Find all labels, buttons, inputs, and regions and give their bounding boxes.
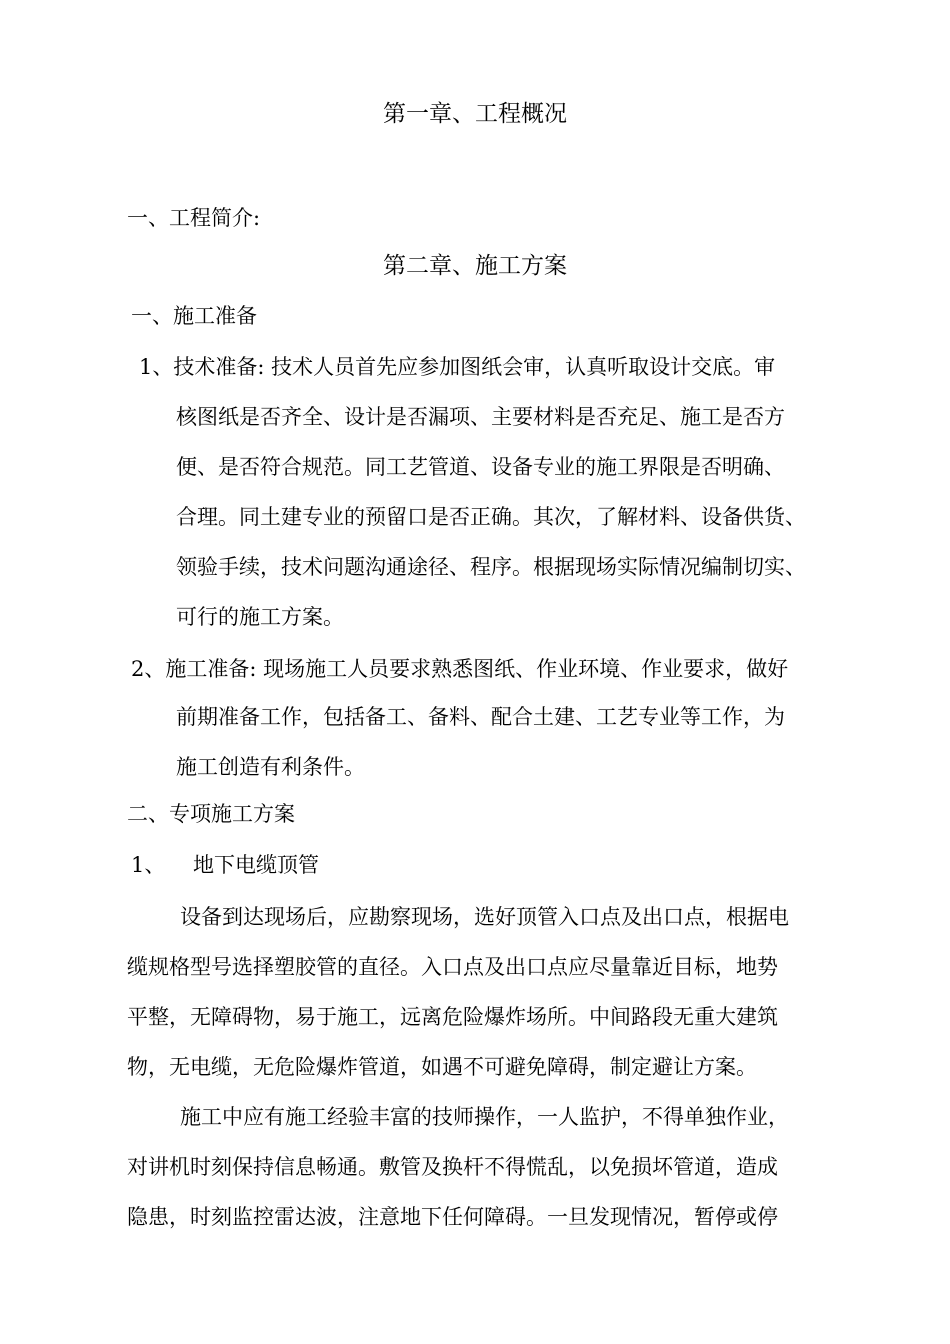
cable-jacking-para1-line-3: 平整，无障碍物，易于施工，远离危险爆炸场所。中间路段无重大建筑 bbox=[127, 1005, 778, 1029]
cable-jacking-para2-line-2: 对讲机时刻保持信息畅通。敷管及换杆不得慌乱，以免损坏管道，造成 bbox=[127, 1155, 778, 1179]
tech-prep-line-1: 1、技术准备: 技术人员首先应参加图纸会审，认真听取设计交底。审 bbox=[139, 355, 776, 379]
cable-jacking-para1-line-1: 设备到达现场后，应勘察现场，选好顶管入口点及出口点，根据电 bbox=[180, 905, 789, 929]
chapter-1-title: 第一章、工程概况 bbox=[383, 101, 567, 127]
cable-jacking-para1-line-2: 缆规格型号选择塑胶管的直径。入口点及出口点应尽量靠近目标，地势 bbox=[127, 955, 778, 979]
cable-jacking-para2-line-1: 施工中应有施工经验丰富的技师操作，一人监护，不得单独作业， bbox=[180, 1105, 789, 1129]
special-item-1-title: 地下电缆顶管 bbox=[193, 853, 319, 877]
section-project-intro-heading: 一、工程简介: bbox=[127, 206, 261, 230]
section-construction-prep-heading: 一、施工准备 bbox=[131, 304, 257, 328]
site-prep-line-2: 前期准备工作，包括备工、备料、配合土建、工艺专业等工作，为 bbox=[176, 705, 785, 729]
section-special-plan-heading: 二、专项施工方案 bbox=[127, 802, 295, 826]
site-prep-line-1: 2、施工准备: 现场施工人员要求熟悉图纸、作业环境、作业要求，做好 bbox=[131, 657, 789, 681]
special-item-1-number: 1、 bbox=[131, 853, 166, 877]
tech-prep-line-6: 可行的施工方案。 bbox=[176, 605, 344, 629]
tech-prep-line-4: 合理。同土建专业的预留口是否正确。其次，了解材料、设备供货、 bbox=[176, 505, 806, 529]
tech-prep-line-3: 便、是否符合规范。同工艺管道、设备专业的施工界限是否明确、 bbox=[176, 455, 785, 479]
tech-prep-line-2: 核图纸是否齐全、设计是否漏项、主要材料是否充足、施工是否方 bbox=[176, 405, 785, 429]
site-prep-line-3: 施工创造有利条件。 bbox=[176, 755, 365, 779]
cable-jacking-para1-line-4: 物，无电缆，无危险爆炸管道，如遇不可避免障碍，制定避让方案。 bbox=[127, 1055, 757, 1079]
chapter-2-title: 第二章、施工方案 bbox=[383, 253, 567, 279]
cable-jacking-para2-line-3: 隐患，时刻监控雷达波，注意地下任何障碍。一旦发现情况，暂停或停 bbox=[127, 1205, 778, 1229]
tech-prep-line-5: 领验手续，技术问题沟通途径、程序。根据现场实际情况编制切实、 bbox=[176, 555, 806, 579]
